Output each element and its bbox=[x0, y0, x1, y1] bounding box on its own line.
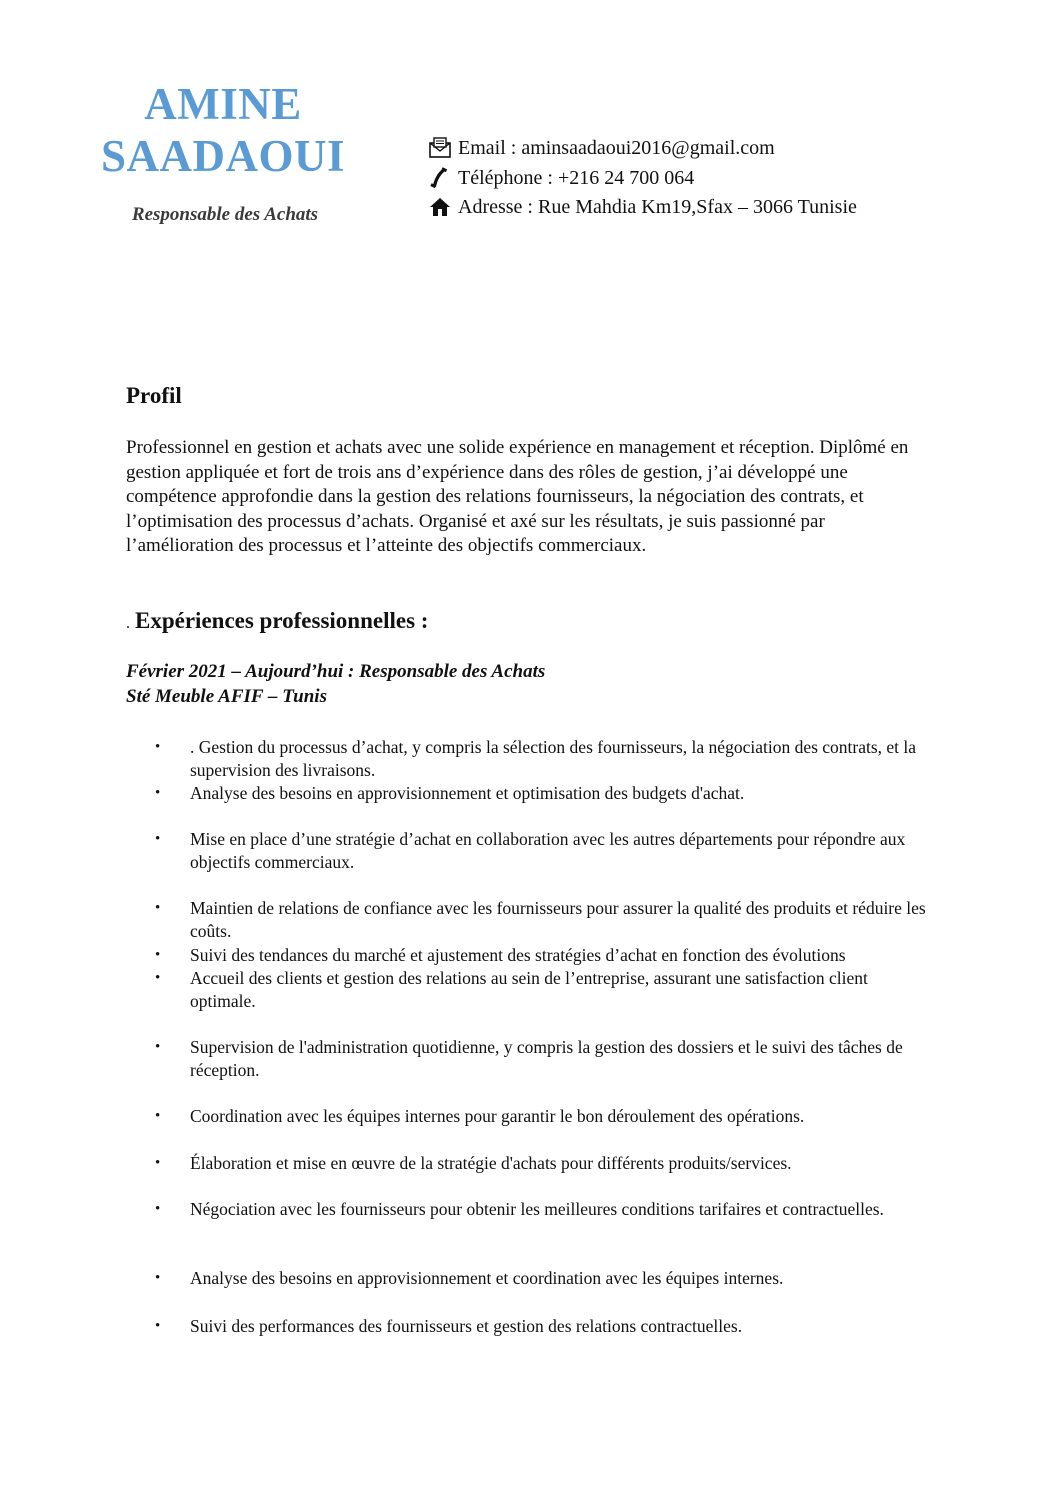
list-item-text: Accueil des clients et gestion des relations au sein de l’entreprise, assurant une satisfaction client optimale. bbox=[190, 968, 868, 1011]
profil-paragraph: Professionnel en gestion et achats avec une solide expérience en management et réception. Diplômé en gestion appliquée et fort de trois ans d’expérience dans des rôles de gestion, j’ai développé une compétence approfondie dans la gestion des relations fournisseurs, la négociation des contrats, et l’optimisation des processus d’achats. Organisé et axé sur les résultats, je suis passionné par l’amélioration des processus et l’atteinte des objectifs commerciaux. bbox=[126, 437, 909, 557]
bullet-mark: • bbox=[155, 739, 161, 755]
bullet-mark: • bbox=[155, 900, 161, 916]
list-item-text: Négociation avec les fournisseurs pour obtenir les meilleures conditions tarifaires et contractuelles. bbox=[190, 1199, 884, 1219]
contact-address bbox=[428, 195, 857, 219]
list-item-text: Élaboration et mise en œuvre de la stratégie d'achats pour différents produits/services. bbox=[190, 1153, 792, 1173]
house-icon bbox=[428, 196, 452, 218]
list-item-text: Suivi des performances des fournisseurs et gestion des relations contractuelles. bbox=[190, 1316, 743, 1336]
list-item-text: Suivi des tendances du marché et ajustement des stratégies d’achat en fonction des évolutions bbox=[190, 945, 846, 965]
bullet-mark: • bbox=[155, 1108, 161, 1124]
list-item bbox=[155, 1315, 935, 1338]
bullet-mark: • bbox=[155, 1039, 161, 1055]
phone-icon bbox=[428, 167, 452, 189]
list-item bbox=[155, 1198, 935, 1221]
bullet-mark: • bbox=[155, 947, 161, 963]
list-item-text: Coordination avec les équipes internes pour garantir le bon déroulement des opérations. bbox=[190, 1106, 805, 1126]
contact-email bbox=[428, 136, 775, 160]
email-text: Email : aminsaadaoui2016@gmail.com bbox=[458, 137, 775, 159]
list-item bbox=[155, 736, 935, 782]
list-item bbox=[155, 1105, 935, 1128]
list-item-text: . Gestion du processus d’achat, y compris la sélection des fournisseurs, la négociation des contrats, et la supervision des livraisons. bbox=[190, 737, 917, 780]
list-item-text: Analyse des besoins en approvisionnement et optimisation des budgets d'achat. bbox=[190, 783, 745, 803]
list-item bbox=[155, 967, 935, 1013]
candidate-name bbox=[92, 78, 354, 182]
bullet-mark: • bbox=[155, 831, 161, 847]
experience-heading-text: Expériences professionnelles : bbox=[135, 608, 429, 633]
bullet-mark: • bbox=[155, 785, 161, 801]
bullet-mark: • bbox=[155, 1201, 161, 1217]
address-text: Adresse : Rue Mahdia Km19,Sfax – 3066 Tunisie bbox=[458, 196, 857, 218]
list-item bbox=[155, 828, 935, 874]
list-item-text: Supervision de l'administration quotidienne, y compris la gestion des dossiers et le suivi des tâches de réception. bbox=[190, 1037, 903, 1080]
bullet-mark: • bbox=[155, 1155, 161, 1171]
experience-heading bbox=[126, 608, 428, 634]
last-name: SAADAOUI bbox=[100, 131, 346, 181]
heading-prefix: . bbox=[126, 615, 130, 632]
bullet-mark: • bbox=[155, 970, 161, 986]
list-item bbox=[155, 1267, 935, 1290]
list-item bbox=[155, 1152, 935, 1175]
phone-text: Téléphone : +216 24 700 064 bbox=[458, 167, 695, 189]
job-period-title: Février 2021 – Aujourd’hui : Responsable des Achats bbox=[126, 661, 546, 682]
list-item bbox=[155, 944, 935, 967]
list-item bbox=[155, 782, 935, 805]
contact-phone bbox=[428, 166, 694, 190]
list-item bbox=[155, 897, 935, 943]
job-company: Sté Meuble AFIF – Tunis bbox=[126, 686, 327, 707]
bullet-mark: • bbox=[155, 1318, 161, 1334]
list-item-text: Maintien de relations de confiance avec les fournisseurs pour assurer la qualité des produits et réduire les coûts. bbox=[190, 898, 926, 941]
envelope-icon bbox=[428, 137, 452, 159]
job-title: Responsable des Achats bbox=[131, 204, 319, 225]
list-item bbox=[155, 1036, 935, 1082]
profil-heading: Profil bbox=[126, 383, 182, 408]
first-name: AMINE bbox=[144, 79, 302, 129]
list-item-text: Analyse des besoins en approvisionnement et coordination avec les équipes internes. bbox=[190, 1268, 784, 1288]
bullet-mark: • bbox=[155, 1270, 161, 1286]
list-item-text: Mise en place d’une stratégie d’achat en collaboration avec les autres départements pour répondre aux objectifs commerciaux. bbox=[190, 829, 906, 872]
